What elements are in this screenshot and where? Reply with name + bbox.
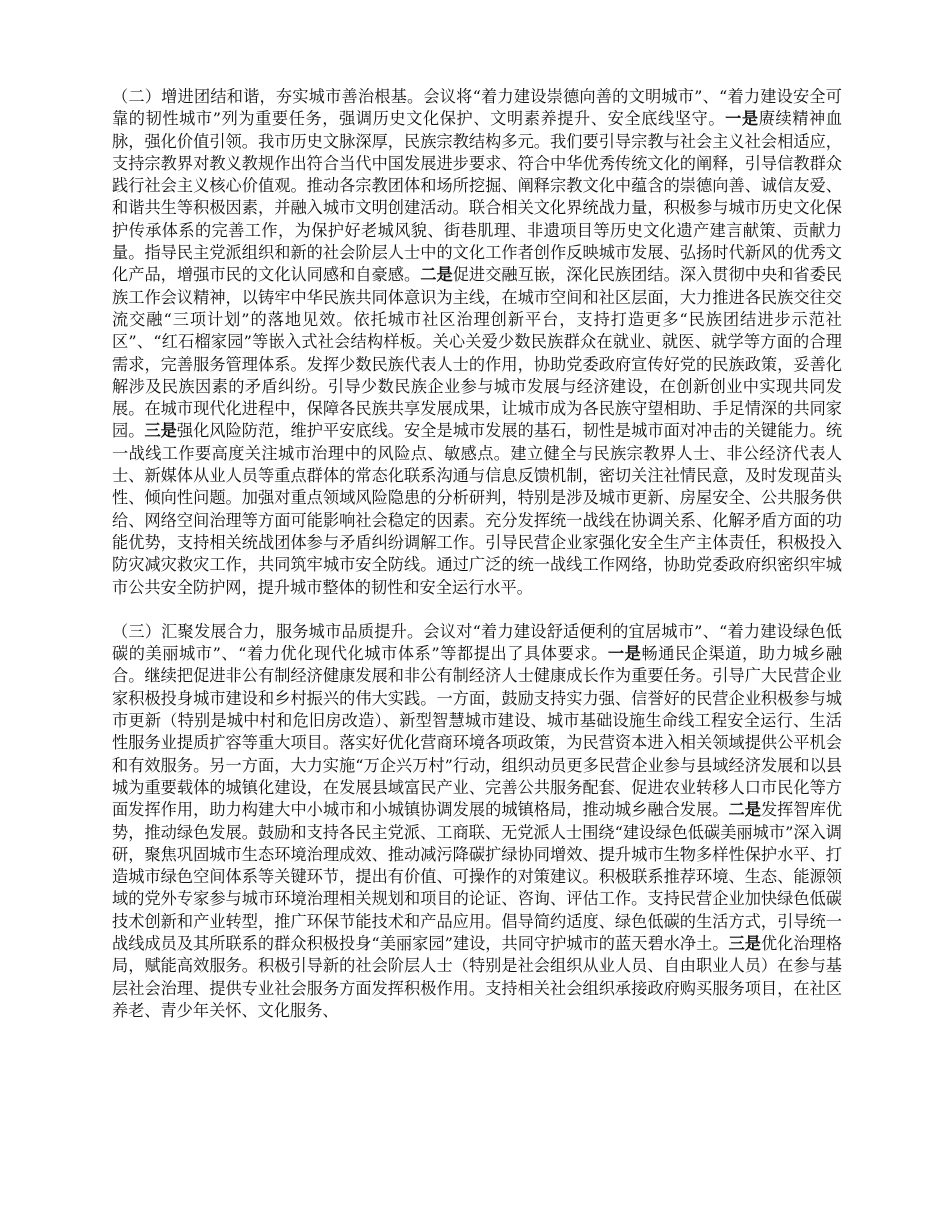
text-run: （三）汇聚发展合力，服务城市品质提升。会议对“着力建设舒适便利的宜居城市”、“着力建设绿色低碳的美丽城市”、“着力优化现代化城市体系”等都提出了具体要求。 <box>112 621 842 664</box>
text-run: 发挥智库优势，推动绿色发展。鼓励和支持各民主党派、工商联、无党派人士围绕“建设绿色低碳美丽城市”深入调研，聚焦巩固城市生态环境治理成效、推动减污降碳扩绿协同增效、提升城市生物多样性保护水平、打造城市绿色空间体系等关键环节，提出有价值、可操作的对策建议。积极联系推荐环境、生态、能源领域的党外专家参与城市环境治理相关规划和项目的论证、咨询、评估工作。支持民营企业加快绿色低碳技术创新和产业转型，推广环保节能技术和产品应用。倡导简约适度、绿色低碳的生活方式，引导统一战线成员及其所联系的群众积极投身“美丽家园”建设，共同守护城市的蓝天碧水净土。 <box>112 800 843 953</box>
text-run: 畅通民企渠道，助力城乡融合。继续把促进非公有制经济健康发展和非公有制经济人士健康成长作为重要任务。引导广大民营企业家积极投身城市建设和乡村振兴的伟大实践。一方面，鼓励支持实力强、信誉好的民营企业积极参与城市更新（特别是城中村和危旧房改造）、新型智慧城市建设、城市基础设施生命线工程安全运行、生活性服务业提质扩容等重大项目。落实好优化营商环境各项政策，为民营资本进入相关领域提供公平机会和有效服务。另一方面，大力实施“万企兴万村”行动，组织动员更多民营企业参与县域经济发展和以县城为重要载体的城镇化建设，在发展县域富民产业、完善公共服务配套、促进农业转移人口市民化等方面发挥作用，助力构建大中小城市和小城镇协调发展的城镇格局，推动城乡融合发展。 <box>112 644 843 820</box>
text-run: 强化风险防范，维护平安底线。安全是城市发展的基石，韧性是城市面对冲击的关键能力。统一战线工作要高度关注城市治理中的风险点、敏感点。建立健全与民族宗教界人士、非公经济代表人士、新媒体从业人员等重点群体的常态化联系沟通与信息反馈机制，密切关注社情民意，及时发现苗头性、倾向性问题。加强对重点领域风险隐患的分析研判，特别是涉及城市更新、房屋安全、公共服务供给、网络空间治理等方面可能影响社会稳定的因素。充分发挥统一战线在协调关系、化解矛盾方面的功能优势，支持相关统战团体参与矛盾纠纷调解工作。引导民营企业家强化安全生产主体责任，积极投入防灾减灾救灾工作，共同筑牢城市安全防线。通过广泛的统一战线工作网络，协助党委政府织密织牢城市公共安全防护网，提升城市整体的韧性和安全运行水平。 <box>112 421 843 597</box>
paragraph-unity-harmony <box>112 86 842 599</box>
bold-marker-first: 一是 <box>725 109 759 129</box>
bold-marker-third: 三是 <box>728 933 761 953</box>
bold-marker-second: 二是 <box>420 265 453 285</box>
bold-marker-first: 一是 <box>607 644 642 664</box>
paragraph-development-synergy <box>112 621 842 1022</box>
bold-marker-second: 二是 <box>728 800 761 820</box>
text-run: 优化治理格局，赋能高效服务。积极引导新的社会阶层人士（特别是社会组织从业人员、自由职业人员）在参与基层社会治理、提供专业社会服务方面发挥积极作用。支持相关社会组织承接政府购买服务项目，在社区养老、青少年关怀、文化服务、 <box>112 933 842 1020</box>
text-run: （二）增进团结和谐，夯实城市善治根基。会议将“着力建设崇德向善的文明城市”、“着力建设安全可靠的韧性城市”列为重要任务，强调历史文化保护、文明素养提升、安全底线坚守。 <box>112 87 842 129</box>
text-run: 促进交融互嵌，深化民族团结。深入贯彻中央和省委民族工作会议精神，以铸牢中华民族共同体意识为主线，在城市空间和社区层面，大力推进各民族交往交流交融“三项计划”的落地见效。依托城市社区治理创新平台，支持打造更多“民族团结进步示范社区”、“红石榴家园”等嵌入式社会结构样板。关心关爱少数民族群众在就业、就医、就学等方面的合理需求，完善服务管理体系。发挥少数民族代表人士的作用，协助党委政府宣传好党的民族政策，妥善化解涉及民族因素的矛盾纠纷。引导少数民族企业参与城市发展与经济建设，在创新创业中实现共同发展。在城市现代化进程中，保障各民族共享发展成果，让城市成为各民族守望相助、手足情深的共同家园。 <box>112 265 843 441</box>
bold-marker-third: 三是 <box>144 421 177 441</box>
text-run: 赓续精神血脉，强化价值引领。我市历史文脉深厚，民族宗教结构多元。我们要引导宗教与社会主义社会相适应，支持宗教界对教义教规作出符合当代中国发展进步要求、符合中华优秀传统文化的阐释，引导信教群众践行社会主义核心价值观。推动各宗教团体和场所挖掘、阐释宗教文化中蕴含的崇德向善、诚信友爱、和谐共生等积极因素，并融入城市文明创建活动。联合相关文化界统战力量，积极参与城市历史文化保护传承体系的完善工作，为保护好老城风貌、街巷肌理、非遗项目等历史文化遗产建言献策、贡献力量。指导民主党派组织和新的社会阶层人士中的文化工作者创作反映城市发展、弘扬时代新风的优秀文化产品，增强市民的文化认同感和自豪感。 <box>112 109 843 285</box>
